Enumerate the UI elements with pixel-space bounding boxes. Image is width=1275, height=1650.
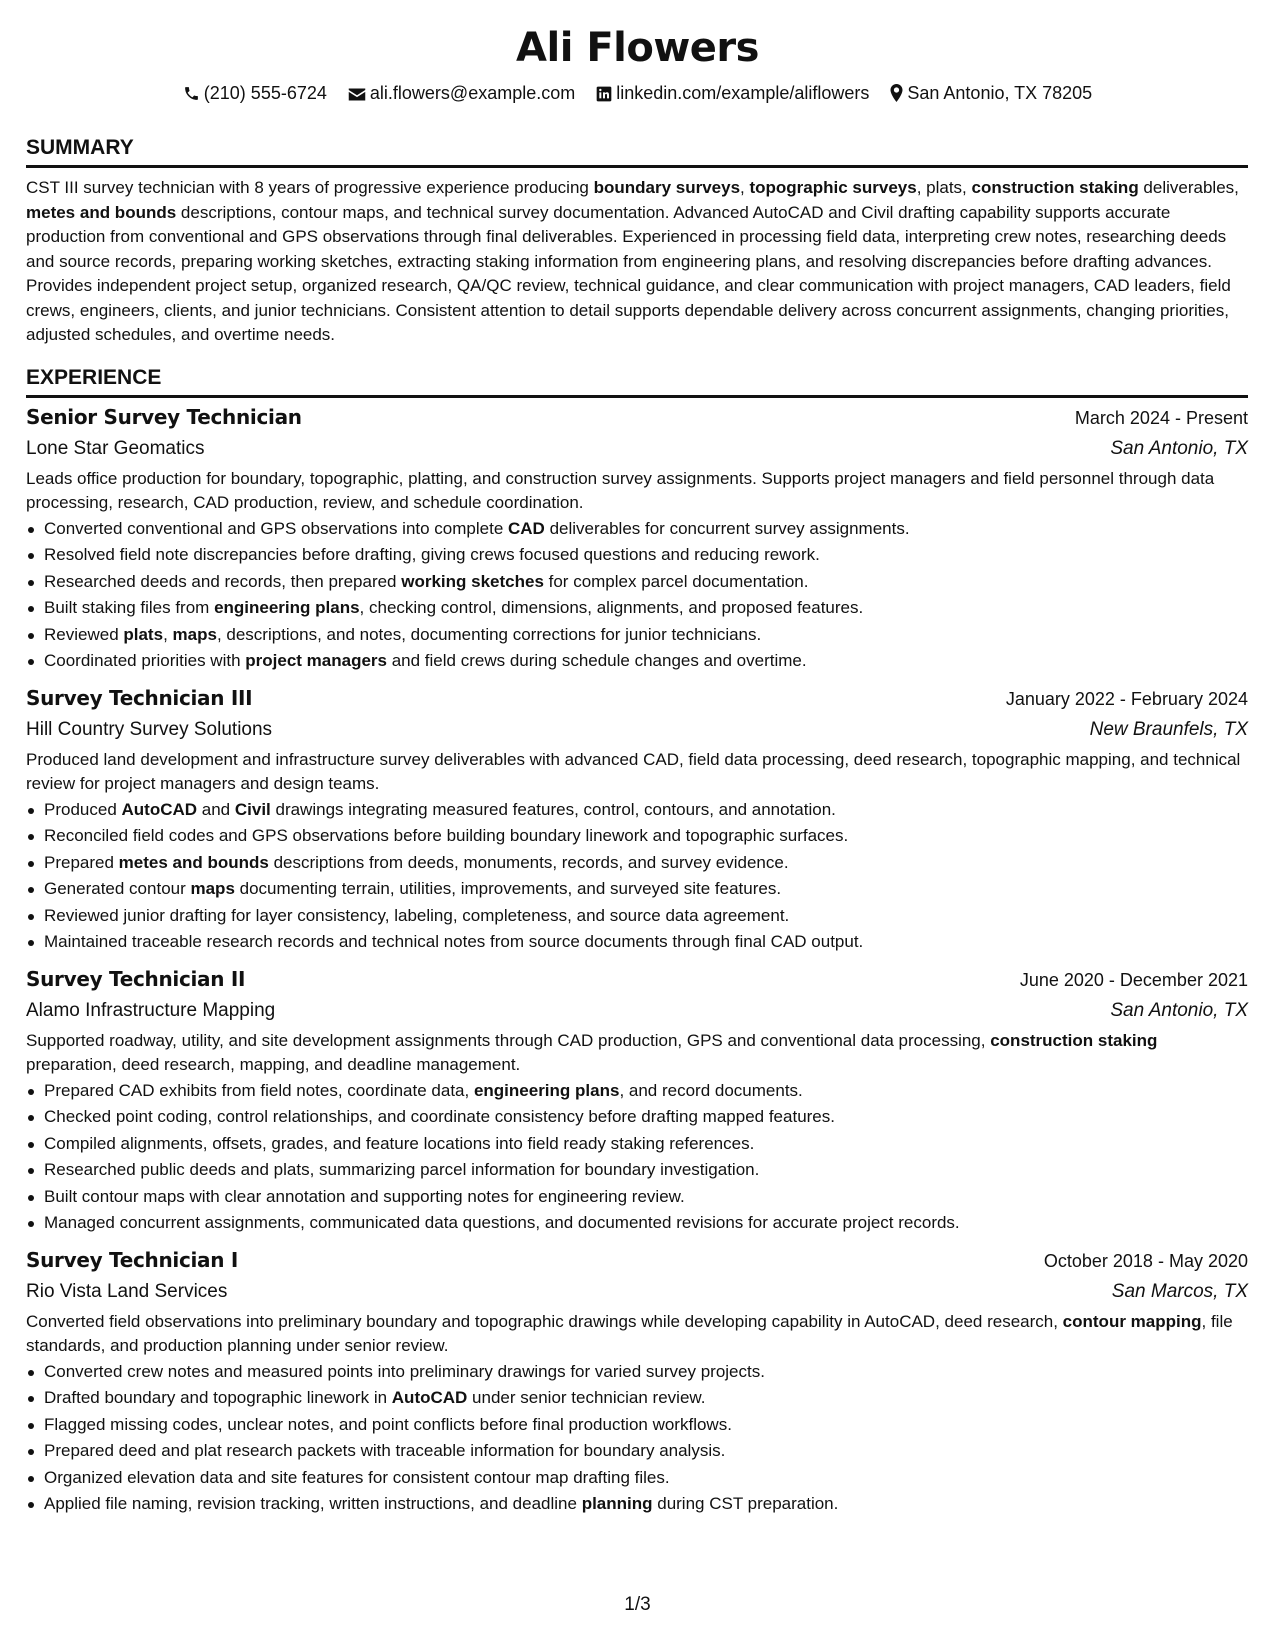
achievement-bullet	[26, 1104, 1248, 1131]
company-name: Alamo Infrastructure Mapping	[26, 999, 276, 1021]
text-run: Reviewed junior drafting for layer consistency, labeling, completeness, and source data agreement.	[44, 905, 790, 925]
text-run: Coordinated priorities with	[44, 651, 246, 670]
bold-keyword: AutoCAD	[391, 1388, 468, 1407]
text-run: and field crews during schedule changes and overtime.	[387, 651, 807, 670]
text-run: Reconciled field codes and GPS observations before building boundary linework and topographic surfaces.	[44, 826, 849, 845]
summary-text	[26, 176, 1248, 348]
text-run: Reviewed	[44, 624, 124, 644]
bold-keyword: AutoCAD	[121, 799, 198, 819]
text-run: during CST preparation.	[652, 1494, 839, 1513]
location-text: San Antonio, TX 78205	[907, 83, 1093, 104]
achievement-bullet	[26, 797, 1248, 824]
bold-keyword: construction staking	[990, 1030, 1158, 1050]
company-header	[26, 433, 1248, 465]
company-name: Hill Country Survey Solutions	[26, 718, 273, 740]
job-summary	[26, 467, 1248, 516]
text-run: Resolved field note discrepancies before drafting, giving crews focused questions and reducing rework.	[44, 545, 820, 564]
text-run: drawings integrating measured features, control, contours, and annotation.	[270, 799, 836, 819]
text-run: Checked point coding, control relationships, and coordinate consistency before drafting mapped features.	[44, 1107, 835, 1126]
page-number: 1/3	[624, 1594, 651, 1615]
text-run: under senior technician review.	[467, 1388, 706, 1407]
bold-keyword: construction staking	[971, 178, 1139, 197]
achievement-bullet	[26, 648, 1248, 675]
text-run: preparation, deed research, mapping, and deadline management.	[26, 1055, 521, 1074]
company-header	[26, 995, 1248, 1027]
job-dates: October 2018 - May 2020	[1043, 1250, 1248, 1271]
job-summary	[26, 748, 1248, 797]
achievement-list	[26, 1078, 1248, 1237]
text-run: Applied file naming, revision tracking, written instructions, and deadline	[44, 1494, 582, 1513]
text-run: ,	[740, 178, 750, 197]
text-run: Compiled alignments, offsets, grades, and feature locations into field ready staking references.	[44, 1133, 755, 1153]
text-run: , file standards, and production planning under senior review.	[26, 1311, 1233, 1355]
role-header	[26, 1245, 1248, 1276]
summary-section	[26, 134, 1248, 348]
company-name: Lone Star Geomatics	[26, 437, 205, 459]
job-summary	[26, 1310, 1248, 1359]
bold-keyword: planning	[581, 1494, 653, 1513]
contact-location	[890, 81, 1092, 105]
text-run: Researched deeds and records, then prepared	[44, 571, 402, 591]
job-dates: March 2024 - Present	[1074, 407, 1248, 428]
text-run: descriptions from deeds, monuments, records, and survey evidence.	[268, 852, 789, 872]
achievement-bullet	[26, 1078, 1248, 1105]
bold-keyword: CAD	[508, 518, 545, 538]
job-title: Survey Technician I	[26, 1247, 238, 1272]
text-run: , descriptions, and notes, documenting corrections for junior technicians.	[216, 624, 762, 644]
email-link[interactable]: ali.flowers@example.com	[369, 83, 576, 104]
bold-keyword: boundary surveys	[593, 178, 741, 197]
achievement-bullet	[26, 595, 1248, 622]
text-run: Organized elevation data and site features for consistent contour map drafting files.	[44, 1467, 670, 1487]
candidate-name: Ali Flowers	[516, 25, 759, 71]
achievement-bullet	[26, 876, 1248, 903]
text-run: deliverables,	[1138, 178, 1239, 197]
experience-entry	[26, 683, 1248, 956]
section-divider	[26, 165, 1248, 168]
experience-entry	[26, 402, 1248, 675]
bold-keyword: contour mapping	[1062, 1311, 1202, 1331]
achievement-bullet	[26, 1412, 1248, 1439]
bold-keyword: Civil	[234, 799, 271, 819]
text-run: , and record documents.	[619, 1080, 803, 1100]
company-name: Rio Vista Land Services	[26, 1280, 228, 1302]
achievement-bullet	[26, 569, 1248, 596]
contact-phone	[183, 81, 327, 105]
achievement-bullet	[26, 1131, 1248, 1158]
bold-keyword: maps	[172, 624, 217, 644]
bold-keyword: maps	[190, 879, 235, 898]
achievement-bullet	[26, 516, 1248, 543]
job-location: San Antonio, TX	[1110, 437, 1248, 459]
text-run: CST III survey technician with 8 years of progressive experience producing	[26, 178, 594, 197]
job-title: Survey Technician II	[26, 966, 246, 991]
achievement-bullet	[26, 929, 1248, 956]
text-run: Managed concurrent assignments, communicated data questions, and documented revisions for accurate project records.	[44, 1213, 960, 1232]
envelope-icon	[348, 87, 366, 102]
text-run: Produced land development and infrastructure survey deliverables with advanced CAD, field data processing, deed research, topographic mapping, and technical review for project managers and design teams.	[26, 749, 1241, 793]
text-run: Converted conventional and GPS observations into complete	[44, 518, 508, 538]
text-run: Maintained traceable research records and technical notes from source documents through final CAD output.	[44, 932, 864, 951]
phone-text: (210) 555-6724	[203, 83, 327, 104]
role-header	[26, 402, 1248, 433]
contact-bar	[0, 80, 1275, 105]
achievement-list	[26, 516, 1248, 675]
text-run: and	[197, 799, 235, 819]
text-run: for complex parcel documentation.	[543, 571, 809, 591]
company-header	[26, 714, 1248, 746]
text-run: Supported roadway, utility, and site development assignments through CAD production, GPS and conventional data processing,	[26, 1030, 991, 1050]
linkedin-icon	[596, 86, 612, 102]
text-run: , checking control, dimensions, alignments, and proposed features.	[359, 598, 864, 617]
text-run: deliverables for concurrent survey assignments.	[544, 518, 910, 538]
achievement-bullet	[26, 622, 1248, 649]
text-run: Researched public deeds and plats, summarizing parcel information for boundary investigation.	[44, 1160, 760, 1179]
section-title-summary: SUMMARY	[26, 136, 134, 159]
achievement-bullet	[26, 1438, 1248, 1465]
achievement-bullet	[26, 1359, 1248, 1386]
contact-linkedin[interactable]	[596, 81, 869, 105]
text-run: Built contour maps with clear annotation and supporting notes for engineering review.	[44, 1186, 685, 1206]
text-run: documenting terrain, utilities, improvements, and surveyed site features.	[234, 879, 782, 898]
text-run: Prepared CAD exhibits from field notes, coordinate data,	[44, 1080, 474, 1100]
job-location: New Braunfels, TX	[1089, 718, 1248, 740]
text-run: Prepared	[44, 852, 119, 872]
bold-keyword: project managers	[245, 651, 387, 670]
text-run: ,	[163, 624, 173, 644]
achievement-bullet	[26, 1491, 1248, 1518]
achievement-bullet	[26, 1465, 1248, 1492]
company-header	[26, 1276, 1248, 1308]
text-run: Generated contour	[44, 879, 191, 898]
section-divider	[26, 395, 1248, 398]
text-run: descriptions, contour maps, and technical survey documentation. Advanced AutoCAD and Civil drafting capability supports accurate production from conventional and GPS observations through final deliverables. Experienced in processing field data, interpreting crew notes, researching deeds and source records, preparing working sketches, extracting staking information from engineering plans, and resolving discrepancies before drafting advances. Provides independent project setup, organized research, QA/QC review, technical guidance, and clear communication with project managers, CAD leaders, field crews, engineers, clients, and junior technicians. Consistent attention to detail supports dependable delivery across concurrent assignments, changing priorities, adjusted schedules, and overtime needs.	[26, 202, 1231, 344]
text-run: Built staking files from	[44, 598, 215, 617]
bold-keyword: working sketches	[401, 571, 544, 591]
text-run: Converted crew notes and measured points into preliminary drawings for varied survey projects.	[44, 1361, 765, 1381]
achievement-bullet	[26, 823, 1248, 850]
text-run: Flagged missing codes, unclear notes, and point conflicts before final production workflows.	[44, 1414, 732, 1434]
bold-keyword: engineering plans	[473, 1080, 620, 1100]
linkedin-link[interactable]: linkedin.com/example/aliflowers	[616, 83, 870, 104]
text-run: Drafted boundary and topographic linework in	[44, 1388, 392, 1407]
achievement-list	[26, 797, 1248, 956]
map-pin-icon	[890, 84, 903, 102]
achievement-list	[26, 1359, 1248, 1518]
section-title-experience: EXPERIENCE	[26, 365, 162, 389]
job-summary	[26, 1029, 1248, 1078]
text-run: Converted field observations into preliminary boundary and topographic drawings while developing capability in AutoCAD, deed research,	[26, 1311, 1063, 1331]
contact-email[interactable]	[348, 81, 575, 105]
achievement-bullet	[26, 1385, 1248, 1412]
job-dates: June 2020 - December 2021	[1019, 969, 1248, 990]
bold-keyword: engineering plans	[214, 598, 360, 617]
job-location: San Antonio, TX	[1110, 999, 1248, 1021]
resume-body	[26, 134, 1248, 1526]
experience-entry	[26, 1245, 1248, 1518]
phone-icon	[183, 85, 200, 102]
text-run: Prepared deed and plat research packets with traceable information for boundary analysis.	[44, 1441, 726, 1460]
job-title: Senior Survey Technician	[26, 404, 302, 429]
experience-section	[26, 364, 1248, 1518]
job-dates: January 2022 - February 2024	[1005, 688, 1248, 709]
experience-entry	[26, 964, 1248, 1237]
job-location: San Marcos, TX	[1111, 1280, 1248, 1302]
bold-keyword: metes and bounds	[26, 202, 177, 222]
achievement-bullet	[26, 903, 1248, 930]
achievement-bullet	[26, 542, 1248, 569]
job-title: Survey Technician III	[26, 685, 253, 710]
role-header	[26, 964, 1248, 995]
text-run: , plats,	[916, 178, 972, 197]
role-header	[26, 683, 1248, 714]
achievement-bullet	[26, 1184, 1248, 1211]
text-run: Produced	[44, 799, 122, 819]
achievement-bullet	[26, 1210, 1248, 1237]
bold-keyword: metes and bounds	[118, 852, 269, 872]
text-run: Leads office production for boundary, topographic, platting, and construction survey assignments. Supports project managers and field personnel through data processing, research, CAD production, review, and schedule coordination.	[26, 468, 1215, 512]
achievement-bullet	[26, 1157, 1248, 1184]
bold-keyword: topographic surveys	[749, 178, 917, 197]
achievement-bullet	[26, 850, 1248, 877]
bold-keyword: plats	[123, 624, 164, 644]
experience-list	[26, 402, 1248, 1518]
